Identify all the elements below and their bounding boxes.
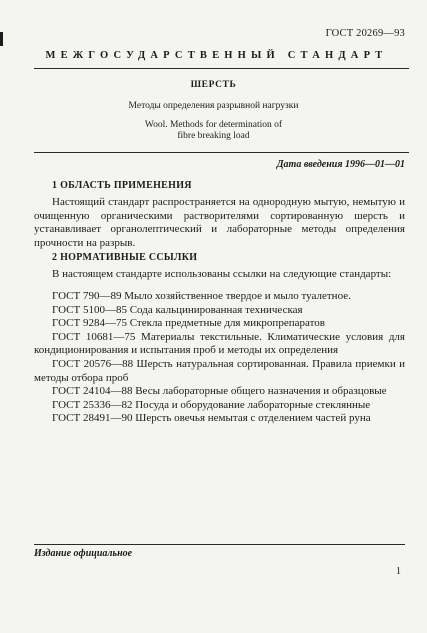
reference-item: ГОСТ 9284—75 Стекла предметные для микропрепаратов [52,317,325,330]
edition-label: Издание официальное [34,548,133,559]
title-divider [34,152,409,153]
reference-item: ГОСТ 10681—75 Материалы текстильные. Климатические условия для кондиционирования и испытания проб и методы их определения [34,330,405,357]
interstate-standard-heading: МЕЖГОСУДАРСТВЕННЫЙ СТАНДАРТ [45,50,388,61]
page-number: 1 [396,566,401,577]
introduction-date: Дата введения 1996—01—01 [276,159,405,170]
reference-item: ГОСТ 20576—88 Шерсть натуральная сортированная. Правила приемки и методы отбора проб [34,357,405,384]
page-edge-mark [0,32,3,46]
section-heading-references: 2 НОРМАТИВНЫЕ ССЫЛКИ [52,252,198,263]
section-heading-scope: 1 ОБЛАСТЬ ПРИМЕНЕНИЯ [52,180,192,191]
reference-item: ГОСТ 790—89 Мыло хозяйственное твердое и мыло туалетное. [52,290,351,302]
reference-item: ГОСТ 28491—90 Шерсть овечья немытая с отделением частей руна [52,412,371,425]
document-title: ШЕРСТЬ [190,80,237,90]
reference-item: ГОСТ 24104—88 Весы лабораторные общего назначения и образцовые [52,385,387,398]
subtitle-english [0,120,427,142]
scope-paragraph: Настоящий стандарт распространяется на однородную мытую, немытую и очищенную органическими растворителями сортированную шерсть и устанавливает органолептический и лабораторные методы определения прочности на разрыв. [34,196,405,249]
references-intro-paragraph: В настоящем стандарте использованы ссылки на следующие стандарты: [52,268,392,280]
subtitle-english-line: fibre breaking load [177,131,250,141]
document-number: ГОСТ 20269—93 [325,28,405,39]
subtitle-english-line: Wool. Methods for determination of [144,120,283,130]
subtitle-russian: Методы определения разрывной нагрузки [128,101,299,111]
footer-divider [34,544,405,545]
reference-item: ГОСТ 5100—85 Сода кальцинированная техническая [52,303,303,316]
reference-list [34,290,405,426]
reference-item: ГОСТ 25336—82 Посуда и оборудование лабораторные стеклянные [52,398,371,411]
header-divider [34,68,409,69]
